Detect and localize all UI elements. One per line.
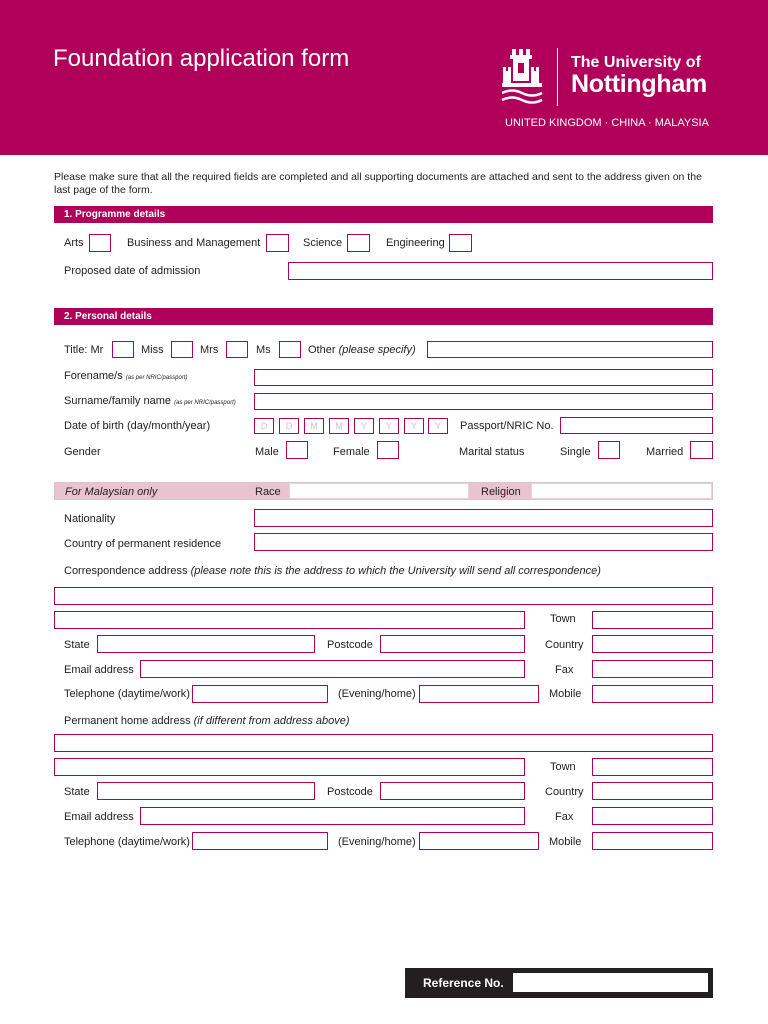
intro-text: Please make sure that all the required fields are completed and all supporting documents are attached and sent to the address given on the last page of the form. xyxy=(54,171,702,196)
dob-month-2[interactable]: M xyxy=(329,418,349,434)
home-state-field[interactable] xyxy=(97,782,315,800)
corr-telephone-label: Telephone (daytime/work) xyxy=(64,688,190,700)
corr-telephone-field[interactable] xyxy=(192,685,328,703)
marital-married-label: Married xyxy=(646,446,684,458)
corr-fax-label: Fax xyxy=(555,664,574,676)
home-address-line1[interactable] xyxy=(54,734,713,752)
home-fax-label: Fax xyxy=(555,811,574,823)
marital-single-label: Single xyxy=(560,446,591,458)
home-email-field[interactable] xyxy=(140,807,525,825)
corr-evening-field[interactable] xyxy=(419,685,539,703)
programme-business-checkbox[interactable] xyxy=(266,234,289,252)
campus-list: UNITED KINGDOM · CHINA · MALAYSIA xyxy=(505,117,709,129)
dob-label: Date of birth (day/month/year) xyxy=(64,420,211,432)
title-ms-checkbox[interactable] xyxy=(279,341,301,358)
gender-male-label: Male xyxy=(255,446,279,458)
corr-evening-label: (Evening/home) xyxy=(338,688,416,700)
gender-female-label: Female xyxy=(333,446,370,458)
admission-date-field[interactable] xyxy=(288,262,713,280)
home-town-field[interactable] xyxy=(592,758,713,776)
title-miss-checkbox[interactable] xyxy=(171,341,193,358)
title-mrs-label: Mrs xyxy=(200,344,219,356)
home-country-field[interactable] xyxy=(592,782,713,800)
race-label: Race xyxy=(255,486,281,498)
dob-year-4[interactable]: Y xyxy=(428,418,448,434)
home-postcode-label: Postcode xyxy=(327,786,373,798)
programme-science-checkbox[interactable] xyxy=(347,234,370,252)
title-mr-label: Title: Mr xyxy=(64,344,104,356)
passport-field[interactable] xyxy=(560,417,713,434)
marital-status-label: Marital status xyxy=(459,446,525,458)
reference-label: Reference No. xyxy=(423,976,504,990)
home-postcode-field[interactable] xyxy=(380,782,525,800)
programme-science-label: Science xyxy=(303,237,343,249)
corr-postcode-field[interactable] xyxy=(380,635,525,653)
section-programme-heading: 1. Programme details xyxy=(54,206,713,223)
religion-label: Religion xyxy=(481,486,521,498)
gender-female-checkbox[interactable] xyxy=(377,441,399,459)
home-email-label: Email address xyxy=(64,811,134,823)
corr-mobile-label: Mobile xyxy=(549,688,582,700)
programme-arts-checkbox[interactable] xyxy=(89,234,111,252)
religion-field[interactable] xyxy=(531,483,712,499)
corr-email-field[interactable] xyxy=(140,660,525,678)
programme-engineering-label: Engineering xyxy=(386,237,445,249)
gender-label: Gender xyxy=(64,446,101,458)
surname-field[interactable] xyxy=(254,393,713,410)
page-title: Foundation application form xyxy=(53,45,350,72)
admission-date-label: Proposed date of admission xyxy=(64,265,201,277)
programme-arts-label: Arts xyxy=(64,237,84,249)
corr-email-label: Email address xyxy=(64,664,134,676)
title-miss-label: Miss xyxy=(141,344,164,356)
programme-engineering-checkbox[interactable] xyxy=(449,234,472,252)
home-country-label: Country xyxy=(545,786,584,798)
corr-address-line1[interactable] xyxy=(54,587,713,605)
title-mrs-checkbox[interactable] xyxy=(226,341,248,358)
corr-postcode-label: Postcode xyxy=(327,639,373,651)
dob-day-1[interactable]: D xyxy=(254,418,274,434)
correspondence-address-label: Correspondence address (please note this is the address to which the University will send all correspondence) xyxy=(64,565,601,577)
malaysian-only-label: For Malaysian only xyxy=(65,486,158,498)
programme-business-label: Business and Management xyxy=(127,237,261,249)
residence-label: Country of permanent residence xyxy=(64,538,222,550)
marital-single-checkbox[interactable] xyxy=(598,441,620,459)
corr-address-line2[interactable] xyxy=(54,611,525,629)
corr-mobile-field[interactable] xyxy=(592,685,713,703)
section-personal-heading: 2. Personal details xyxy=(54,308,713,325)
home-telephone-label: Telephone (daytime/work) xyxy=(64,836,190,848)
corr-country-label: Country xyxy=(545,639,584,651)
home-address-label: Permanent home address (if different from address above) xyxy=(64,715,350,727)
corr-town-field[interactable] xyxy=(592,611,713,629)
home-telephone-field[interactable] xyxy=(192,832,328,850)
home-mobile-field[interactable] xyxy=(592,832,713,850)
passport-label: Passport/NRIC No. xyxy=(460,420,554,432)
university-name-line1: The University of xyxy=(571,54,701,71)
forename-label: Forename/s (as per NRIC/passport) xyxy=(64,370,188,382)
logo-divider xyxy=(557,48,558,106)
university-name-line2: Nottingham xyxy=(571,70,707,98)
title-ms-label: Ms xyxy=(256,344,271,356)
reference-field[interactable] xyxy=(512,972,709,993)
home-state-label: State xyxy=(64,786,90,798)
corr-country-field[interactable] xyxy=(592,635,713,653)
home-town-label: Town xyxy=(550,761,576,773)
corr-state-field[interactable] xyxy=(97,635,315,653)
dob-year-2[interactable]: Y xyxy=(379,418,399,434)
dob-day-2[interactable]: D xyxy=(279,418,299,434)
home-evening-field[interactable] xyxy=(419,832,539,850)
dob-year-1[interactable]: Y xyxy=(354,418,374,434)
home-evening-label: (Evening/home) xyxy=(338,836,416,848)
title-other-field[interactable] xyxy=(427,341,713,358)
surname-label: Surname/family name (as per NRIC/passport) xyxy=(64,395,236,407)
residence-field[interactable] xyxy=(254,533,713,551)
home-mobile-label: Mobile xyxy=(549,836,582,848)
title-other-label: Other (please specify) xyxy=(308,344,416,356)
forename-field[interactable] xyxy=(254,369,713,386)
nationality-field[interactable] xyxy=(254,509,713,527)
corr-state-label: State xyxy=(64,639,90,651)
dob-month-1[interactable]: M xyxy=(304,418,324,434)
home-address-line2[interactable] xyxy=(54,758,525,776)
nationality-label: Nationality xyxy=(64,513,116,525)
dob-year-3[interactable]: Y xyxy=(404,418,424,434)
corr-town-label: Town xyxy=(550,613,576,625)
corr-fax-field[interactable] xyxy=(592,660,713,678)
home-fax-field[interactable] xyxy=(592,807,713,825)
marital-married-checkbox[interactable] xyxy=(690,441,713,459)
race-field[interactable] xyxy=(289,483,469,499)
castle-logo-icon xyxy=(500,45,546,107)
title-mr-checkbox[interactable] xyxy=(112,341,134,358)
gender-male-checkbox[interactable] xyxy=(286,441,308,459)
